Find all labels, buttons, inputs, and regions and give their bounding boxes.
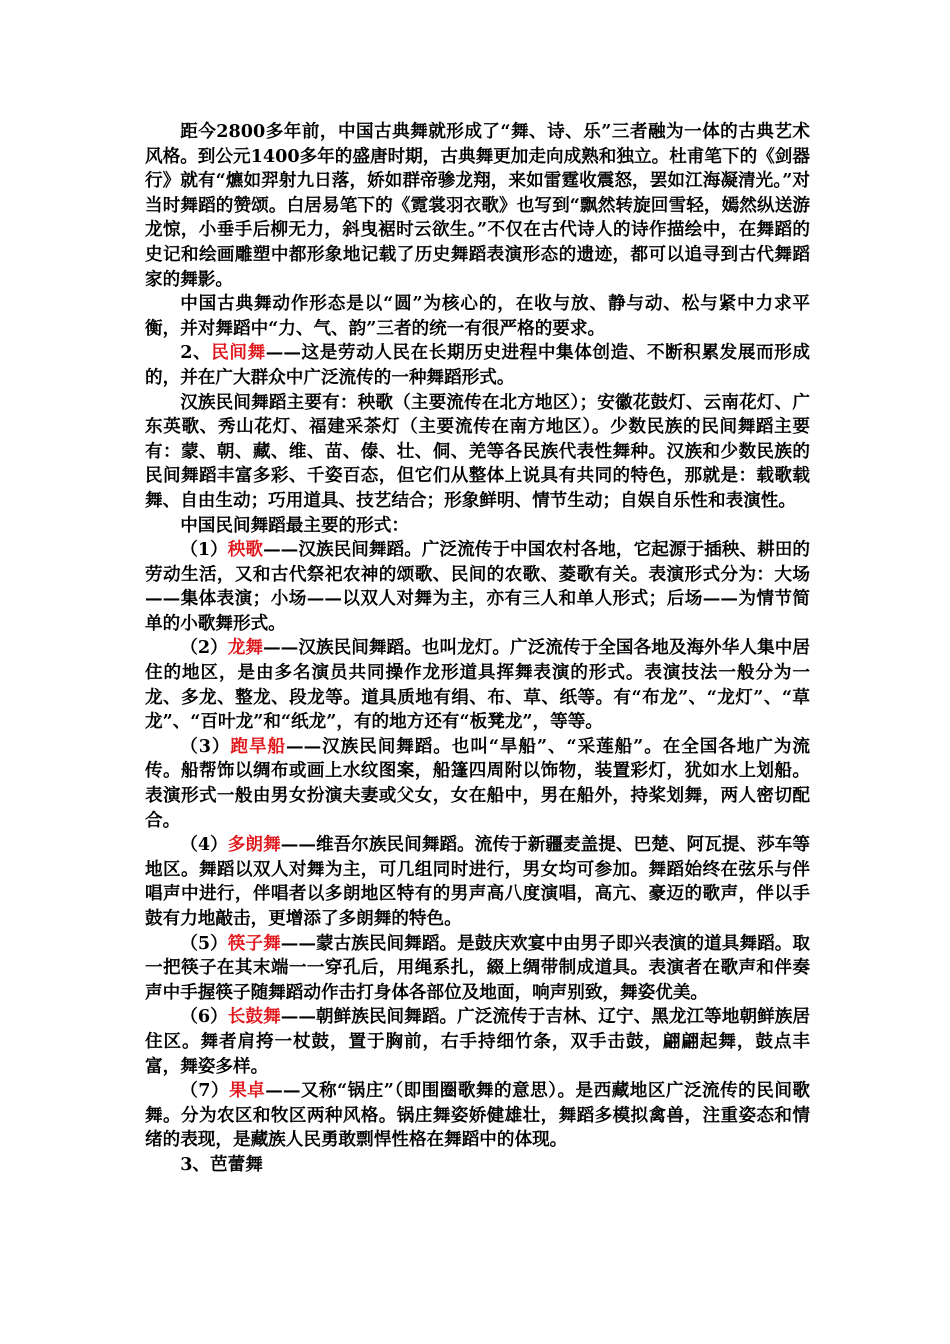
paragraph-text: ——朝鲜族民间舞蹈。广泛流传于吉林、辽宁、黑龙江等地朝鲜族居住区。舞者肩挎一杖鼓，置于胸前，右手持细竹条，双手击鼓，翩翩起舞，鼓点丰富，舞姿多样。	[145, 1006, 810, 1077]
paragraph-folk-dance-types	[145, 391, 810, 514]
highlight-term: 长鼓舞	[227, 1006, 281, 1028]
paragraph-folk-dance-heading	[145, 341, 810, 390]
paragraph-land-boat	[145, 735, 810, 833]
item-number: （3）	[180, 735, 231, 757]
highlight-term: 秧歌	[227, 539, 264, 561]
paragraph-chopsticks-dance	[145, 932, 810, 1006]
paragraph-text: 距今2800多年前，中国古典舞就形成了“舞、诗、乐”三者融为一体的古典艺术风格。到公元1400多年的盛唐时期，古典舞更加走向成熟和独立。杜甫笔下的《剑器行》就有“爊如羿射九日落，娇如群帝骖龙翔，来如雷霆收震怒，罢如江海凝清光。”对当时舞蹈的赞颂。白居易笔下的《霓裳羽衣歌》也写到“飘然转旋回雪轻，嫣然纵送游龙惊，小垂手后柳无力，斜曳裾时云欲生。”不仅在古代诗人的诗作描绘中，在舞蹈的史记和绘画雕塑中都形象地记载了历史舞蹈表演形态的遗迹，都可以追寻到古代舞蹈家的舞影。	[145, 121, 810, 290]
item-number: （4）	[180, 834, 228, 856]
paragraph-dragon-dance	[145, 636, 810, 734]
paragraph-text: ——维吾尔族民间舞蹈。流传于新疆麦盖提、巴楚、阿瓦提、莎车等地区。舞蹈以双人对舞为主，可几组同时进行，男女均可参加。舞蹈始终在弦乐与伴唱声中进行，伴唱者以多朗地区特有的男声高八度演唱，高亢、豪迈的歌声，伴以手鼓有力地敲击，更增添了多朗舞的特色。	[145, 834, 810, 929]
paragraph-text: ——这是劳动人民在长期历史进程中集体创造、不断积累发展而形成的，并在广大群众中广泛流传的一种舞蹈形式。	[145, 342, 810, 388]
document-page	[145, 120, 810, 1178]
highlight-term: 龙舞	[227, 637, 264, 659]
item-number: （7）	[180, 1080, 230, 1102]
highlight-term: 筷子舞	[227, 932, 281, 954]
section-heading: 3、芭蕾舞	[180, 1153, 263, 1175]
paragraph-dolan-dance	[145, 833, 810, 931]
paragraph-text: ——又称“锅庄”（即围圈歌舞的意思）。是西藏地区广泛流传的民间歌舞。分为农区和牧区两种风格。锅庄舞姿娇健雄壮，舞蹈多模拟禽兽，注重姿态和情绪的表现，是藏族人民勇敢剽悍性格在舞蹈中的体现。	[145, 1080, 810, 1151]
item-number: （2）	[180, 637, 228, 659]
item-number: （6）	[180, 1006, 228, 1028]
item-number: （5）	[180, 932, 228, 954]
highlight-term: 跑旱船	[230, 735, 286, 757]
paragraph-text: 汉族民间舞蹈主要有：秧歌（主要流传在北方地区）；安徽花鼓灯、云南花灯、广东英歌、秀山花灯、福建采茶灯（主要流传在南方地区）。少数民族的民间舞蹈主要有：蒙、朝、藏、维、苗、傣、壮、侗、羌等各民族代表性舞种。汉族和少数民族的民间舞蹈丰富多彩、千姿百态，但它们从整体上说具有共同的特色，那就是：载歌载舞、自由生动；巧用道具、技艺结合；形象鲜明、情节生动；自娱自乐性和表演性。	[145, 391, 810, 511]
paragraph-classical-form	[145, 292, 810, 341]
paragraph-yangge	[145, 538, 810, 636]
paragraph-text: ——汉族民间舞蹈。也叫“旱船”、“采莲船”。在全国各地广为流传。船帮饰以绸布或画上水纹图案，船篷四周附以饰物，装置彩灯，犹如水上划船。表演形式一般由男女扮演夫妻或父女，女在船中，男在船外，持桨划舞，两人密切配合。	[145, 735, 810, 831]
highlight-term: 多朗舞	[227, 834, 281, 856]
paragraph-guozhuo	[145, 1079, 810, 1153]
paragraph-text: 中国民间舞蹈最主要的形式：	[180, 514, 409, 536]
highlight-term: 民间舞	[211, 342, 266, 364]
paragraph-text: 中国古典舞动作形态是以“圆”为核心的，在收与放、静与动、松与紧中力求平衡，并对舞蹈中“力、气、韵”三者的统一有很严格的要求。	[145, 293, 810, 339]
paragraph-folk-forms-intro	[145, 514, 810, 539]
paragraph-text: ——汉族民间舞蹈。也叫龙灯。广泛流传于全国各地及海外华人集中居住的地区，是由多名演员共同操作龙形道具挥舞表演的形式。表演技法一般分为一龙、多龙、整龙、段龙等。道具质地有绢、布、草、纸等。有“布龙”、“龙灯”、“草龙”、“百叶龙”和“纸龙”，有的地方还有“板凳龙”，等等。	[145, 637, 810, 733]
paragraph-classical-history	[145, 120, 810, 292]
item-number: （1）	[180, 539, 228, 561]
paragraph-text: ——汉族民间舞蹈。广泛流传于中国农村各地，它起源于插秧、耕田的劳动生活，又和古代祭祀农神的颂歌、民间的农歌、菱歌有关。表演形式分为：大场——集体表演；小场——以双人对舞为主，亦有三人和单人形式；后场——为情节简单的小歌舞形式。	[145, 539, 810, 634]
section-number: 2、	[180, 342, 212, 364]
highlight-term: 果卓	[229, 1080, 266, 1102]
paragraph-long-drum-dance	[145, 1005, 810, 1079]
paragraph-ballet-heading	[145, 1153, 810, 1178]
paragraph-text: ——蒙古族民间舞蹈。是鼓庆欢宴中由男子即兴表演的道具舞蹈。取一把筷子在其末端一一穿孔后，用绳系扎，綴上绸带制成道具。表演者在歌声和伴奏声中手握筷子随舞蹈动作击打身体各部位及地面，响声别致，舞姿优美。	[145, 932, 810, 1003]
